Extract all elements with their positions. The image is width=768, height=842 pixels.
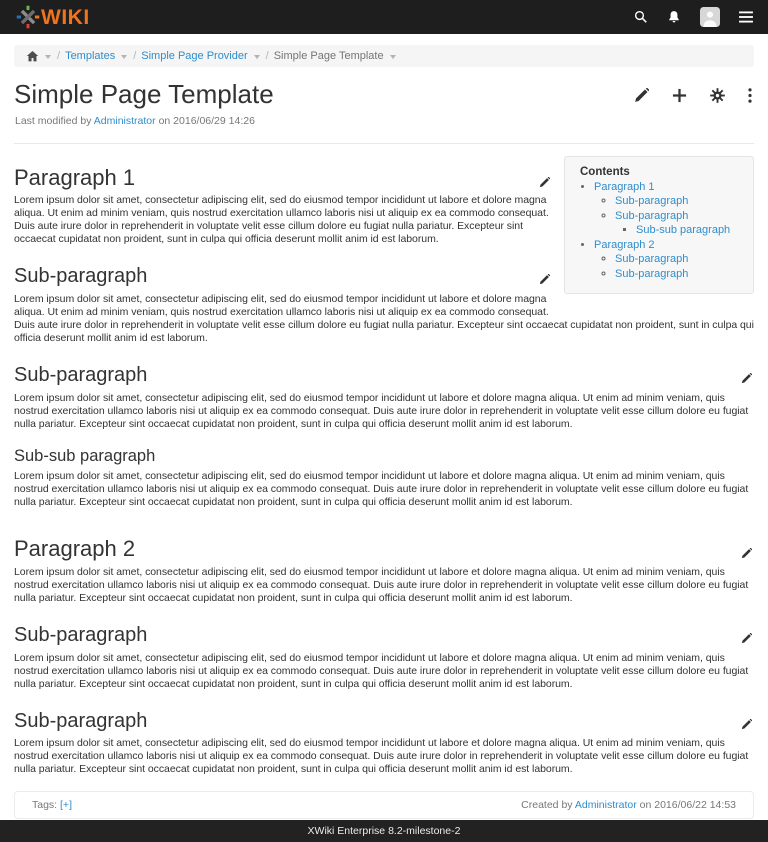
section-heading: Sub-paragraph <box>14 624 148 647</box>
toc-item <box>615 252 745 267</box>
toc-link[interactable]: Sub-paragraph <box>615 209 689 222</box>
page-title: Simple Page Template <box>14 79 274 109</box>
section-paragraph: Lorem ipsum dolor sit amet, consectetur adipiscing elit, sed do eiusmod tempor incididunt ut labore et dolore magna aliqua. Ut enim ad minim veniam, quis nostrud exercitation ullamco laboris nisi ut aliquip ex ea commodo consequat. Duis aute irure dolor in reprehenderit in voluptate velit esse cillum dolore eu fugiat nulla pariatur. Excepteur sint occaecat cupidatat non proident, sunt in culpa qui officia deserunt mollit anim id est laborum. <box>14 566 749 605</box>
breadcrumb-link-simple-page-provider[interactable]: Simple Page Provider <box>141 50 248 62</box>
content-section <box>14 711 754 777</box>
settings-gear-icon[interactable] <box>710 88 725 103</box>
edit-page-icon[interactable] <box>634 88 649 103</box>
breadcrumb-separator: / <box>133 50 137 62</box>
create-page-icon[interactable] <box>672 88 687 103</box>
top-navbar <box>0 0 768 34</box>
section-paragraph: Lorem ipsum dolor sit amet, consectetur adipiscing elit, sed do eiusmod tempor incididunt ut labore et dolore magna aliqua. Ut enim ad minim veniam, quis nostrud exercitation ullamco laboris nisi ut aliquip ex ea commodo consequat. Duis aute irure dolor in reprehenderit in voluptate velit esse cillum dolore eu fugiat nulla pariatur. Excepteur sint occaecat cupidatat non proident, sunt in culpa qui officia deserunt mollit anim id est laborum. <box>14 391 749 430</box>
breadcrumb-home-caret[interactable] <box>45 55 51 59</box>
modified-author-link[interactable]: Administrator <box>93 114 156 127</box>
toc-title: Contents <box>580 165 630 178</box>
created-info: Created by Administrator on 2016/06/22 14:53 <box>521 799 736 812</box>
more-actions-kebab-icon[interactable] <box>748 88 752 103</box>
toc-link[interactable]: Paragraph 2 <box>594 238 655 251</box>
section-edit-pencil-icon[interactable] <box>735 365 754 390</box>
toc-link[interactable]: Sub-sub paragraph <box>636 224 731 237</box>
page-actions <box>634 80 754 103</box>
section-edit-pencil-icon[interactable] <box>533 166 552 193</box>
breadcrumb-link-templates[interactable]: Templates <box>65 50 116 62</box>
page-header <box>0 80 768 144</box>
section-edit-pencil-icon[interactable] <box>735 625 754 650</box>
section-heading: Sub-sub paragraph <box>14 446 156 465</box>
toc-link[interactable]: Paragraph 1 <box>594 180 655 193</box>
section-heading: Paragraph 1 <box>14 164 136 190</box>
user-avatar[interactable] <box>700 7 720 27</box>
section-edit-pencil-icon[interactable] <box>735 711 754 736</box>
breadcrumb-caret[interactable] <box>121 55 127 59</box>
toc-item <box>594 180 745 238</box>
toc-link[interactable]: Sub-paragraph <box>615 253 689 266</box>
search-icon[interactable] <box>634 10 648 24</box>
section-heading: Paragraph 2 <box>14 536 136 562</box>
toc-item <box>615 194 745 209</box>
toc-item <box>615 267 745 282</box>
section-paragraph: Lorem ipsum dolor sit amet, consectetur adipiscing elit, sed do eiusmod tempor incididunt ut labore et dolore magna aliqua. Ut enim ad minim veniam, quis nostrud exercitation ullamco laboris nisi ut aliquip ex ea commodo consequat. Duis aute irure dolor in reprehenderit in voluptate velit esse cillum dolore eu fugiat nulla pariatur. Excepteur sint occaecat cupidatat non proident, sunt in culpa qui officia deserunt mollit anim id est laborum. <box>14 470 749 509</box>
section-paragraph: Lorem ipsum dolor sit amet, consectetur adipiscing elit, sed do eiusmod tempor incididunt ut labore et dolore magna aliqua. Ut enim ad minim veniam, quis nostrud exercitation ullamco laboris nisi ut aliquip ex ea commodo consequat. Duis aute irure dolor in reprehenderit in voluptate velit esse cillum dolore eu fugiat nulla pariatur. Excepteur sint occaecat cupidatat non proident, sunt in culpa qui officia deserunt mollit anim id est laborum. <box>14 737 749 776</box>
section-paragraph: Lorem ipsum dolor sit amet, consectetur adipiscing elit, sed do eiusmod tempor incididunt ut labore et dolore magna aliqua. Ut enim ad minim veniam, quis nostrud exercitation ullamco laboris nisi ut aliquip ex ea commodo consequat. Duis aute irure dolor in reprehenderit in voluptate velit esse cillum dolore eu fugiat nulla pariatur. Excepteur sint occaecat cupidatat non proident, sunt in culpa qui officia deserunt mollit anim id est laborum. <box>14 651 749 690</box>
section-heading: Sub-paragraph <box>14 709 148 732</box>
document-footer <box>14 791 754 819</box>
breadcrumb-caret[interactable] <box>390 55 396 59</box>
section-edit-pencil-icon[interactable] <box>735 537 754 564</box>
section-edit-pencil-icon[interactable] <box>533 266 552 291</box>
content-section <box>14 448 754 510</box>
breadcrumb-caret[interactable] <box>254 55 260 59</box>
version-text: XWiki Enterprise 8.2-milestone-2 <box>307 825 461 837</box>
toc-item <box>594 238 745 282</box>
toc-link[interactable]: Sub-paragraph <box>615 195 689 208</box>
breadcrumb <box>14 45 754 67</box>
toc-item <box>636 223 745 238</box>
created-author-link[interactable]: Administrator <box>574 799 637 812</box>
section-heading: Sub-paragraph <box>14 265 148 288</box>
tags-area: Tags: [+] <box>32 799 72 812</box>
toc-link[interactable]: Sub-paragraph <box>615 267 689 280</box>
content-section <box>14 365 754 431</box>
add-tag-button[interactable]: [+] <box>60 799 72 812</box>
xwiki-logo[interactable] <box>15 4 90 30</box>
notifications-bell-icon[interactable] <box>667 10 681 24</box>
section-paragraph: Lorem ipsum dolor sit amet, consectetur adipiscing elit, sed do eiusmod tempor incididunt ut labore et dolore magna aliqua. Ut enim ad minim veniam, quis nostrud exercitation ullamco laboris nisi ut aliquip ex ea commodo consequat. Duis aute irure dolor in reprehenderit in voluptate velit esse cillum dolore eu fugiat nulla pariatur. Excepteur sint occaecat cupidatat non proident, sunt in culpa qui officia deserunt mollit anim id est laborum. <box>14 194 549 246</box>
last-modified-info: Last modified by Administrator on 2016/06/29 14:26 <box>15 114 255 127</box>
xwiki-logo-x-icon <box>15 4 41 30</box>
drawer-menu-icon[interactable] <box>739 11 753 23</box>
breadcrumb-current-page: Simple Page Template <box>273 50 384 62</box>
page-content <box>0 144 768 777</box>
breadcrumb-separator: / <box>265 50 269 62</box>
section-heading: Sub-paragraph <box>14 363 148 386</box>
table-of-contents <box>564 156 754 295</box>
content-section <box>14 625 754 691</box>
version-footer-bar <box>0 820 768 842</box>
breadcrumb-home-icon[interactable] <box>26 50 39 63</box>
content-section <box>14 537 754 605</box>
breadcrumb-separator: / <box>57 50 61 62</box>
toc-item <box>615 209 745 238</box>
section-paragraph: Lorem ipsum dolor sit amet, consectetur adipiscing elit, sed do eiusmod tempor incididunt ut labore et dolore magna aliqua. Ut enim ad minim veniam, quis nostrud exercitation ullamco laboris nisi ut aliquip ex ea commodo consequat. Duis aute irure dolor in reprehenderit in voluptate velit esse cillum dolore eu fugiat nulla pariatur. Excepteur sint occaecat cupidatat non proident, sunt in culpa qui officia deserunt mollit anim id est laborum. <box>14 292 754 344</box>
xwiki-logo-text: WIKI <box>41 5 90 29</box>
